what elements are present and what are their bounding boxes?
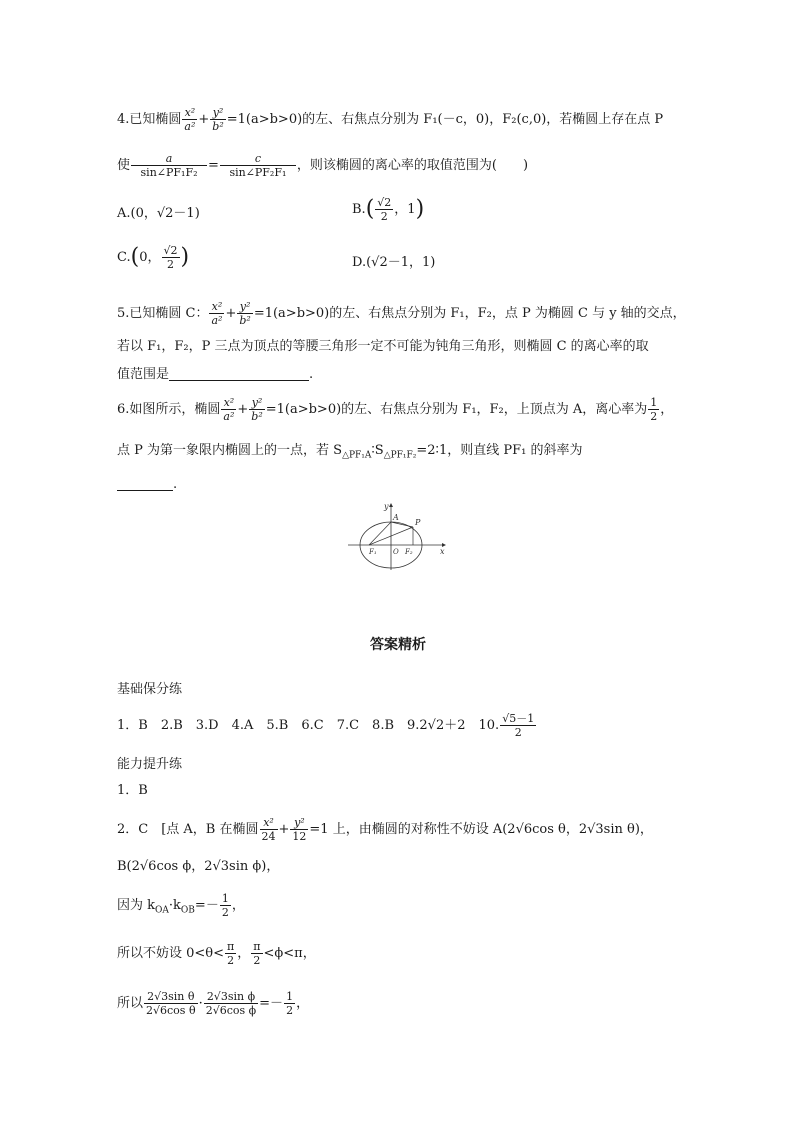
fraction: $\frac{\text{y²}}{\text{b²}}$ — [212, 106, 224, 133]
equals: = — [208, 158, 219, 173]
answer-blank — [117, 478, 173, 491]
basic-answer-list: 1．B 2.B 3.D 4.A 5.B 6.C 7.C 8.B 9.2√2＋2 10. — [117, 718, 500, 733]
period: . — [173, 477, 178, 492]
fraction: $\frac{\text{x²}}{\text{a²}}$ — [184, 106, 196, 133]
ability-2-line5 — [117, 990, 309, 1017]
label-o: O — [393, 548, 399, 556]
option-a-label: A.(0，√2－1) — [117, 206, 200, 221]
solution-text: 2．C [点 A，B 在椭圆 — [117, 822, 259, 837]
ability-section-title: 能力提升练 — [117, 757, 183, 772]
comma: ， — [231, 898, 245, 913]
q4-text: ，则该椭圆的离心率的取值范围为( ) — [296, 158, 529, 173]
option-d-label: D.(√2－1，1) — [352, 255, 436, 270]
fraction: $\frac{√5-1}{2}$ — [502, 712, 535, 739]
solution-text: =1 上，由椭圆的对称性不妨设 A(2√6cos θ，2√3sin θ)， — [309, 822, 653, 837]
q4-option-d — [352, 256, 435, 269]
fraction: $\frac{\text{y²}}{\text{b²}}$ — [251, 396, 263, 423]
label-x: x — [440, 547, 445, 556]
solution-text: 所以不妨设 0<θ< — [117, 946, 225, 961]
subscript: △PF₁F₂ — [383, 450, 417, 461]
segment-f1-a — [369, 522, 391, 545]
q5-line3 — [117, 368, 313, 381]
q4-line2 — [117, 152, 528, 179]
fraction: $\frac{1}{2}$ — [650, 396, 658, 423]
comma: ， — [296, 996, 310, 1011]
fraction: $\frac{√2}{2}$ — [163, 244, 178, 271]
ability-2-line1: 2．C [点 A，B 在椭圆 $\frac{\text{x²}}{24}$ + $\frac{\text{y²}}{12}$ =1 上，由椭圆的对称性不妨设 A(2√6cos θ，2√3sin θ)， — [117, 816, 653, 843]
fraction: $\frac{1}{2}$ — [221, 892, 229, 919]
q5-text: 若以 F₁，F₂，P 三点为顶点的等腰三角形一定不可能为钝角三角形，则椭圆 C 的离心率的取 — [117, 339, 649, 354]
fraction: $\frac{\text{x²}}{24}$ — [261, 816, 276, 843]
option-b-text: ，1 — [394, 202, 416, 217]
fraction: $\frac{\pi}{2}$ — [227, 940, 235, 967]
fraction: $\frac{\pi}{2}$ — [253, 940, 261, 967]
q6-text: ∶S — [371, 443, 384, 458]
basic-answers — [117, 712, 537, 739]
fraction: $\frac{\text{2√3sin θ}}{\text{2√6cos θ}}$ — [146, 990, 196, 1017]
label-p: P — [415, 518, 421, 527]
q6-text: 点 P 为第一象限内椭圆上的一点，若 S — [117, 443, 343, 458]
q6-line3 — [117, 478, 177, 491]
q4-option-b: B.( $\frac{√2}{2}$ ，1) — [352, 196, 425, 223]
answer-blank — [169, 368, 309, 381]
fraction: $\frac{\text{x²}}{\text{a²}}$ — [211, 300, 223, 327]
q5-text: 5.已知椭圆 C： — [117, 306, 209, 321]
answers-title: 答案精析 — [370, 637, 426, 653]
solution-text: =－ — [259, 996, 284, 1011]
q4-line1: 4.已知椭圆 $\frac{\text{x²}}{\text{a²}}$ + $\frac{\text{y²}}{\text{b²}}$ =1(a>b>0)的左、右焦点分别为 F₁(－c，0)，F₂(c,0)，若椭圆上存在点 P — [117, 106, 664, 133]
fraction: $\frac{a}{\text{sin∠PF₁F₂}}$ — [131, 152, 207, 179]
q6-line2 — [117, 444, 582, 461]
ellipse-figure — [345, 500, 450, 575]
q4-text: 4.已知椭圆 — [117, 112, 182, 127]
q5-line2 — [117, 340, 649, 353]
segment-a-p — [391, 522, 413, 527]
basic-section-title: 基础保分练 — [117, 682, 183, 697]
subscript: OA — [155, 905, 169, 916]
solution-text: <ϕ<π， — [263, 946, 316, 961]
dot: · — [198, 996, 203, 1011]
solution-text: 因为 k — [117, 898, 156, 913]
fraction: $\frac{\text{2√3sin ϕ}}{\text{2√6cos ϕ}}$ — [205, 990, 257, 1017]
solution-text: =－ — [194, 898, 219, 913]
fraction: $\frac{√2}{2}$ — [377, 196, 392, 223]
label-y: y — [384, 502, 389, 511]
subscript: OB — [180, 905, 195, 916]
comma: ， — [237, 946, 251, 961]
subscript: △PF₁A — [342, 450, 372, 461]
q6-text: 6.如图所示，椭圆 — [117, 402, 221, 417]
fraction: $\frac{\text{x²}}{\text{a²}}$ — [223, 396, 235, 423]
ability-2-line3 — [117, 892, 245, 919]
comma: ， — [660, 402, 674, 417]
fraction: $\frac{1}{2}$ — [286, 990, 294, 1017]
option-c-label: C. — [117, 250, 131, 265]
ability-2-line4 — [117, 940, 316, 967]
period: . — [309, 367, 314, 382]
fraction: $\frac{c}{\text{sin∠PF₂F₁}}$ — [220, 152, 296, 179]
label-f1: F₁ — [369, 548, 377, 556]
q4-option-c: C.(0， $\frac{√2}{2}$ ) — [117, 244, 190, 271]
y-axis-arrow — [389, 503, 393, 507]
solution-text: 所以 — [117, 996, 144, 1011]
solution-text: ·k — [168, 898, 181, 913]
q6-text: =2∶1，则直线 PF₁ 的斜率为 — [416, 443, 583, 458]
q6-line1: 6.如图所示，椭圆 $\frac{\text{x²}}{\text{a²}}$ + $\frac{\text{y²}}{\text{b²}}$ =1(a>b>0)的左、右焦点分别为 F₁，F₂，上顶点为 A，离心率为 $\frac{1}{2}$ ， — [117, 396, 674, 423]
q4-option-a — [117, 207, 200, 220]
q5-text: =1(a>b>0)的左、右焦点分别为 F₁，F₂，点 P 为椭圆 C 与 y 轴的交点， — [253, 306, 686, 321]
ability-2-line2: B(2√6cos ϕ，2√3sin ϕ)， — [117, 859, 280, 874]
q4-text: 使 — [117, 158, 131, 173]
q4-text: =1(a>b>0)的左、右焦点分别为 F₁(－c，0)，F₂(c,0)，若椭圆上存在点 P — [226, 112, 664, 127]
option-b-label: B. — [352, 202, 366, 217]
ability-answer-1: 1．B — [117, 783, 148, 798]
q6-text: =1(a>b>0)的左、右焦点分别为 F₁，F₂，上顶点为 A，离心率为 — [265, 402, 648, 417]
q5-text: 值范围是 — [117, 367, 170, 382]
label-a: A — [393, 513, 399, 522]
fraction: $\frac{\text{y²}}{\text{b²}}$ — [239, 300, 251, 327]
fraction: $\frac{\text{y²}}{12}$ — [292, 816, 307, 843]
label-f2: F₂ — [405, 548, 413, 556]
option-c-text: 0， — [139, 250, 161, 265]
q5-line1: 5.已知椭圆 C： $\frac{\text{x²}}{\text{a²}}$ + $\frac{\text{y²}}{\text{b²}}$ =1(a>b>0)的左、右焦点分别为 F₁，F₂，点 P 为椭圆 C 与 y 轴的交点， — [117, 300, 686, 327]
